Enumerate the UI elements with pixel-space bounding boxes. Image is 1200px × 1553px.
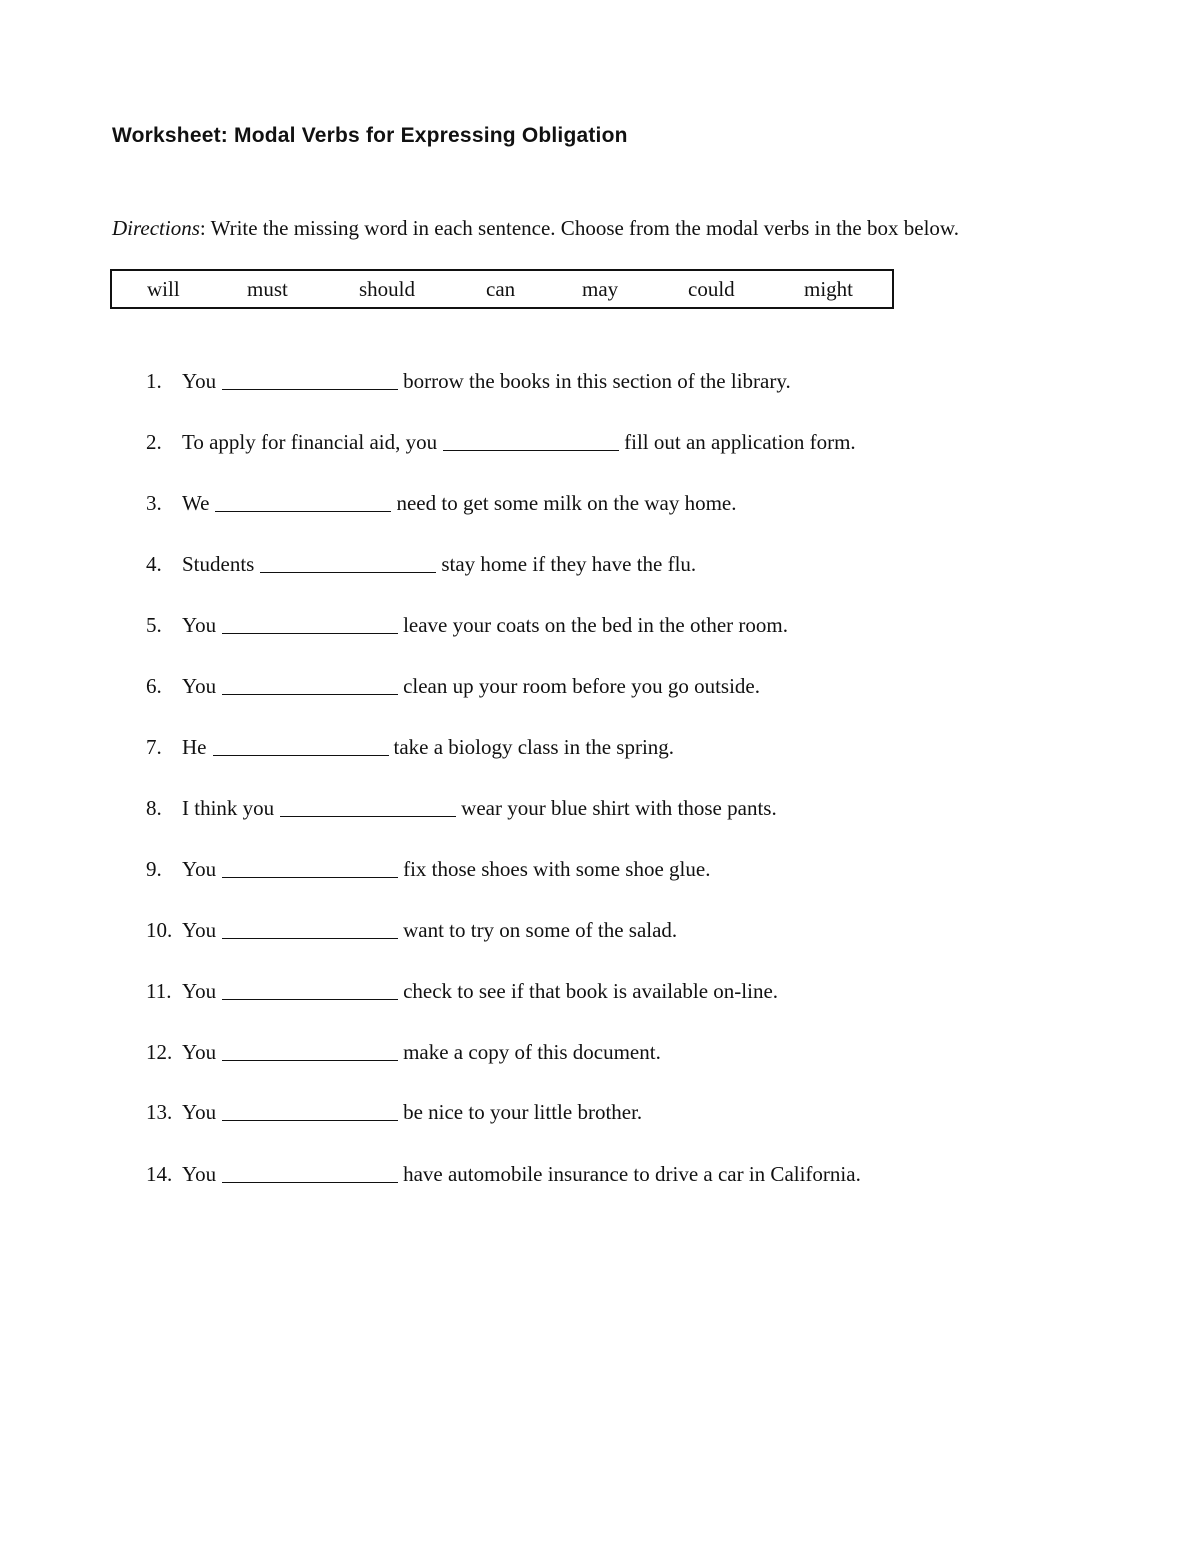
directions bbox=[112, 216, 959, 241]
question-text-before: You bbox=[182, 1162, 217, 1186]
question-text-before: You bbox=[182, 979, 217, 1003]
question-item bbox=[146, 430, 856, 455]
question-text-before: We bbox=[182, 491, 210, 515]
question-number: 8. bbox=[146, 796, 162, 820]
answer-blank[interactable] bbox=[280, 815, 456, 817]
answer-blank[interactable] bbox=[443, 449, 619, 451]
question-text-after: stay home if they have the flu. bbox=[441, 552, 697, 576]
question-number: 13. bbox=[146, 1100, 173, 1124]
question-text-after: want to try on some of the salad. bbox=[403, 918, 678, 942]
question-number: 5. bbox=[146, 613, 162, 637]
question-text-after: wear your blue shirt with those pants. bbox=[461, 796, 777, 820]
question-item bbox=[146, 796, 777, 821]
answer-blank[interactable] bbox=[222, 1181, 398, 1183]
question-text-before: You bbox=[182, 857, 217, 881]
question-item bbox=[146, 979, 778, 1004]
answer-blank[interactable] bbox=[222, 998, 398, 1000]
question-item bbox=[146, 1040, 661, 1065]
modal-verb-box bbox=[110, 269, 894, 309]
modal-verb-word: should bbox=[359, 277, 416, 301]
modal-verb-word: could bbox=[688, 277, 735, 301]
question-number: 7. bbox=[146, 735, 162, 759]
question-text-after: check to see if that book is available on-line. bbox=[403, 979, 779, 1003]
answer-blank[interactable] bbox=[215, 510, 391, 512]
question-text-before: You bbox=[182, 674, 217, 698]
question-number: 1. bbox=[146, 369, 162, 393]
question-item bbox=[146, 369, 791, 394]
answer-blank[interactable] bbox=[222, 388, 398, 390]
question-text-after: fix those shoes with some shoe glue. bbox=[403, 857, 711, 881]
modal-verb-word: will bbox=[147, 277, 180, 301]
question-text-before: He bbox=[182, 735, 207, 759]
question-text-after: borrow the books in this section of the library. bbox=[403, 369, 791, 393]
question-text-before: You bbox=[182, 1100, 217, 1124]
answer-blank[interactable] bbox=[222, 1059, 398, 1061]
question-text-after: fill out an application form. bbox=[624, 430, 856, 454]
question-text-before: You bbox=[182, 918, 217, 942]
answer-blank[interactable] bbox=[222, 632, 398, 634]
question-item bbox=[146, 1100, 642, 1125]
question-item bbox=[146, 491, 736, 516]
question-item bbox=[146, 674, 760, 699]
question-item bbox=[146, 613, 788, 638]
answer-blank[interactable] bbox=[222, 693, 398, 695]
question-number: 12. bbox=[146, 1040, 173, 1064]
answer-blank[interactable] bbox=[222, 1119, 398, 1121]
question-text-before: You bbox=[182, 613, 217, 637]
question-text-after: clean up your room before you go outside. bbox=[403, 674, 760, 698]
directions-text: : Write the missing word in each sentence. Choose from the modal verbs in the box below. bbox=[199, 216, 959, 240]
question-text-before: You bbox=[182, 369, 217, 393]
directions-label: Directions bbox=[112, 216, 200, 240]
question-text-after: take a biology class in the spring. bbox=[393, 735, 675, 759]
modal-verb-word: can bbox=[486, 277, 516, 301]
question-number: 4. bbox=[146, 552, 162, 576]
answer-blank[interactable] bbox=[222, 937, 398, 939]
question-item bbox=[146, 552, 696, 577]
question-text-after: be nice to your little brother. bbox=[403, 1100, 643, 1124]
question-number: 14. bbox=[146, 1162, 173, 1186]
question-number: 11. bbox=[146, 979, 172, 1003]
question-text-before: To apply for financial aid, you bbox=[182, 430, 438, 454]
question-item bbox=[146, 857, 710, 882]
question-text-before: Students bbox=[182, 552, 255, 576]
question-text-before: You bbox=[182, 1040, 217, 1064]
question-item bbox=[146, 1162, 861, 1187]
modal-verb-word: might bbox=[804, 277, 854, 301]
question-text-after: need to get some milk on the way home. bbox=[396, 491, 737, 515]
answer-blank[interactable] bbox=[260, 571, 436, 573]
page-title: Worksheet: Modal Verbs for Expressing Obligation bbox=[112, 124, 628, 147]
question-text-before: I think you bbox=[182, 796, 275, 820]
question-item bbox=[146, 918, 677, 943]
question-text-after: leave your coats on the bed in the other room. bbox=[403, 613, 788, 637]
question-number: 10. bbox=[146, 918, 173, 942]
answer-blank[interactable] bbox=[222, 876, 398, 878]
modal-verb-word: must bbox=[247, 277, 288, 301]
question-number: 9. bbox=[146, 857, 162, 881]
question-number: 2. bbox=[146, 430, 162, 454]
modal-verb-word: may bbox=[582, 277, 619, 301]
question-text-after: make a copy of this document. bbox=[403, 1040, 661, 1064]
question-item bbox=[146, 735, 674, 760]
question-text-after: have automobile insurance to drive a car in California. bbox=[403, 1162, 861, 1186]
question-number: 6. bbox=[146, 674, 162, 698]
question-number: 3. bbox=[146, 491, 162, 515]
answer-blank[interactable] bbox=[213, 754, 389, 756]
